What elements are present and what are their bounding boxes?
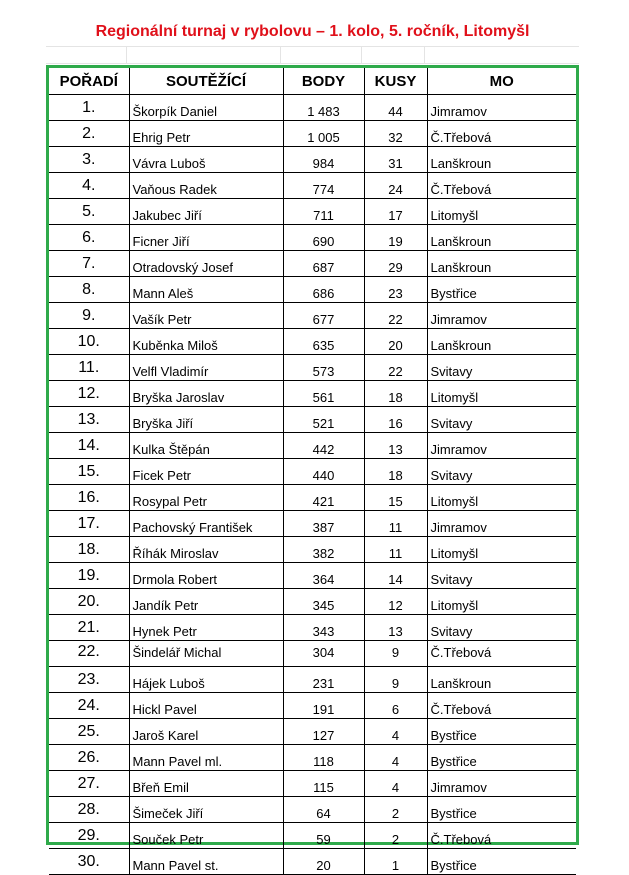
table-row [49, 797, 576, 823]
cell-name[interactable]: Jakubec Jiří [129, 199, 283, 225]
cell-mo[interactable]: Svitavy [427, 615, 576, 641]
cell-rank[interactable]: 25. [49, 719, 129, 745]
table-row [49, 329, 576, 355]
cell-mo[interactable]: Bystřice [427, 745, 576, 771]
cell-name[interactable]: Šimeček Jiří [129, 797, 283, 823]
cell-rank[interactable]: 18. [49, 537, 129, 563]
cell-pieces[interactable]: 31 [364, 147, 427, 173]
grid-line [361, 46, 362, 63]
cell-pieces[interactable]: 15 [364, 485, 427, 511]
cell-pieces[interactable]: 2 [364, 823, 427, 849]
cell-name[interactable]: Vávra Luboš [129, 147, 283, 173]
cell-mo[interactable]: Svitavy [427, 355, 576, 381]
cell-rank[interactable]: 22. [49, 641, 129, 667]
cell-rank[interactable]: 7. [49, 251, 129, 277]
cell-pieces[interactable]: 6 [364, 693, 427, 719]
table-row [49, 693, 576, 719]
cell-mo[interactable]: Svitavy [427, 563, 576, 589]
cell-rank[interactable]: 26. [49, 745, 129, 771]
cell-pieces[interactable]: 20 [364, 329, 427, 355]
cell-name[interactable]: Bryška Jiří [129, 407, 283, 433]
cell-rank[interactable]: 10. [49, 329, 129, 355]
cell-pieces[interactable]: 13 [364, 433, 427, 459]
cell-mo[interactable]: Litomyšl [427, 589, 576, 615]
cell-name[interactable]: Rosypal Petr [129, 485, 283, 511]
cell-pieces[interactable]: 18 [364, 381, 427, 407]
cell-points[interactable]: 984 [283, 147, 364, 173]
cell-points[interactable]: 364 [283, 563, 364, 589]
cell-pieces[interactable]: 32 [364, 121, 427, 147]
cell-mo[interactable]: Jimramov [427, 303, 576, 329]
cell-pieces[interactable]: 9 [364, 641, 427, 667]
cell-points[interactable]: 387 [283, 511, 364, 537]
cell-pieces[interactable]: 22 [364, 355, 427, 381]
cell-mo[interactable]: Č.Třebová [427, 641, 576, 667]
cell-points[interactable]: 304 [283, 641, 364, 667]
cell-points[interactable]: 1 483 [283, 95, 364, 121]
table-row [49, 537, 576, 563]
cell-pieces[interactable]: 2 [364, 797, 427, 823]
table-row [49, 589, 576, 615]
table-row [49, 147, 576, 173]
cell-name[interactable]: Mann Pavel st. [129, 849, 283, 875]
cell-mo[interactable]: Jimramov [427, 511, 576, 537]
table-row [49, 407, 576, 433]
cell-mo[interactable]: Lanškroun [427, 329, 576, 355]
cell-pieces[interactable]: 19 [364, 225, 427, 251]
grid-line [126, 46, 127, 63]
cell-points[interactable]: 59 [283, 823, 364, 849]
cell-pieces[interactable]: 11 [364, 537, 427, 563]
header-pieces[interactable]: KUSY [364, 68, 427, 95]
cell-mo[interactable]: Lanškroun [427, 225, 576, 251]
table-row [49, 251, 576, 277]
cell-name[interactable]: Vašík Petr [129, 303, 283, 329]
table-row [49, 225, 576, 251]
cell-pieces[interactable]: 13 [364, 615, 427, 641]
cell-name[interactable]: Hynek Petr [129, 615, 283, 641]
cell-rank[interactable]: 12. [49, 381, 129, 407]
cell-name[interactable]: Velfl Vladimír [129, 355, 283, 381]
cell-points[interactable]: 774 [283, 173, 364, 199]
cell-mo[interactable]: Jimramov [427, 771, 576, 797]
results-table-frame [46, 65, 579, 873]
table-row [49, 433, 576, 459]
cell-mo[interactable]: Č.Třebová [427, 121, 576, 147]
cell-mo[interactable]: Litomyšl [427, 381, 576, 407]
cell-mo[interactable]: Jimramov [427, 433, 576, 459]
cell-pieces[interactable]: 24 [364, 173, 427, 199]
cell-mo[interactable]: Lanškroun [427, 667, 576, 693]
cell-pieces[interactable]: 14 [364, 563, 427, 589]
cell-rank[interactable]: 24. [49, 693, 129, 719]
table-row [49, 355, 576, 381]
cell-rank[interactable]: 27. [49, 771, 129, 797]
cell-points[interactable]: 711 [283, 199, 364, 225]
cell-pieces[interactable]: 44 [364, 95, 427, 121]
cell-points[interactable]: 635 [283, 329, 364, 355]
header-rank[interactable]: POŘADÍ [49, 68, 129, 95]
cell-rank[interactable]: 11. [49, 355, 129, 381]
table-row [49, 485, 576, 511]
cell-pieces[interactable]: 4 [364, 719, 427, 745]
table-row [49, 95, 576, 121]
cell-rank[interactable]: 1. [49, 95, 129, 121]
cell-pieces[interactable]: 18 [364, 459, 427, 485]
cell-name[interactable]: Jandík Petr [129, 589, 283, 615]
cell-points[interactable]: 231 [283, 667, 364, 693]
cell-pieces[interactable]: 4 [364, 745, 427, 771]
cell-mo[interactable]: Jimramov [427, 95, 576, 121]
cell-pieces[interactable]: 29 [364, 251, 427, 277]
cell-rank[interactable]: 14. [49, 433, 129, 459]
cell-name[interactable]: Mann Aleš [129, 277, 283, 303]
table-row [49, 199, 576, 225]
cell-points[interactable]: 20 [283, 849, 364, 875]
cell-mo[interactable]: Litomyšl [427, 537, 576, 563]
cell-name[interactable]: Šindelář Michal [129, 641, 283, 667]
cell-points[interactable]: 561 [283, 381, 364, 407]
cell-name[interactable]: Kuběnka Miloš [129, 329, 283, 355]
cell-name[interactable]: Bryška Jaroslav [129, 381, 283, 407]
cell-rank[interactable]: 30. [49, 849, 129, 875]
cell-pieces[interactable]: 22 [364, 303, 427, 329]
cell-rank[interactable]: 4. [49, 173, 129, 199]
cell-pieces[interactable]: 11 [364, 511, 427, 537]
cell-mo[interactable]: Č.Třebová [427, 173, 576, 199]
cell-points[interactable]: 382 [283, 537, 364, 563]
cell-points[interactable]: 191 [283, 693, 364, 719]
cell-mo[interactable]: Svitavy [427, 459, 576, 485]
cell-rank[interactable]: 2. [49, 121, 129, 147]
cell-points[interactable]: 686 [283, 277, 364, 303]
cell-name[interactable]: Souček Petr [129, 823, 283, 849]
cell-rank[interactable]: 13. [49, 407, 129, 433]
spreadsheet-sheet [46, 18, 579, 873]
cell-points[interactable]: 115 [283, 771, 364, 797]
cell-pieces[interactable]: 17 [364, 199, 427, 225]
cell-points[interactable]: 440 [283, 459, 364, 485]
cell-rank[interactable]: 23. [49, 667, 129, 693]
cell-points[interactable]: 521 [283, 407, 364, 433]
table-row [49, 511, 576, 537]
cell-mo[interactable]: Bystřice [427, 797, 576, 823]
title-row[interactable] [46, 18, 579, 47]
table-row [49, 615, 576, 641]
cell-name[interactable]: Říhák Miroslav [129, 537, 283, 563]
cell-rank[interactable]: 17. [49, 511, 129, 537]
header-name[interactable]: SOUTĚŽÍCÍ [129, 68, 283, 95]
cell-pieces[interactable]: 12 [364, 589, 427, 615]
cell-pieces[interactable]: 1 [364, 849, 427, 875]
cell-mo[interactable]: Litomyšl [427, 485, 576, 511]
results-table [49, 68, 576, 875]
cell-points[interactable]: 1 005 [283, 121, 364, 147]
header-mo[interactable]: MO [427, 68, 576, 95]
cell-rank[interactable]: 15. [49, 459, 129, 485]
cell-name[interactable]: Vaňous Radek [129, 173, 283, 199]
cell-points[interactable]: 127 [283, 719, 364, 745]
cell-mo[interactable]: Bystřice [427, 719, 576, 745]
cell-rank[interactable]: 16. [49, 485, 129, 511]
table-row [49, 667, 576, 693]
cell-rank[interactable]: 3. [49, 147, 129, 173]
cell-rank[interactable]: 5. [49, 199, 129, 225]
table-row [49, 719, 576, 745]
cell-mo[interactable]: Č.Třebová [427, 823, 576, 849]
table-row [49, 381, 576, 407]
table-row [49, 771, 576, 797]
cell-name[interactable]: Ehrig Petr [129, 121, 283, 147]
table-row [49, 121, 576, 147]
grid-line [280, 46, 281, 63]
grid-line [424, 46, 425, 63]
cell-points[interactable]: 421 [283, 485, 364, 511]
table-row [49, 745, 576, 771]
cell-pieces[interactable]: 16 [364, 407, 427, 433]
cell-points[interactable]: 343 [283, 615, 364, 641]
cell-points[interactable]: 687 [283, 251, 364, 277]
cell-rank[interactable]: 6. [49, 225, 129, 251]
table-row [49, 277, 576, 303]
cell-name[interactable]: Hájek Luboš [129, 667, 283, 693]
table-row [49, 641, 576, 667]
cell-mo[interactable]: Č.Třebová [427, 693, 576, 719]
cell-rank[interactable]: 9. [49, 303, 129, 329]
header-points[interactable]: BODY [283, 68, 364, 95]
cell-points[interactable]: 442 [283, 433, 364, 459]
cell-name[interactable]: Hickl Pavel [129, 693, 283, 719]
cell-name[interactable]: Drmola Robert [129, 563, 283, 589]
table-row [49, 173, 576, 199]
table-row [49, 459, 576, 485]
cell-name[interactable]: Otradovský Josef [129, 251, 283, 277]
page-title: Regionální turnaj v rybolovu – 1. kolo, 5. ročník, Litomyšl [95, 23, 530, 40]
cell-pieces[interactable]: 4 [364, 771, 427, 797]
cell-name[interactable]: Jaroš Karel [129, 719, 283, 745]
cell-mo[interactable]: Bystřice [427, 277, 576, 303]
empty-row[interactable] [46, 46, 579, 64]
cell-mo[interactable]: Lanškroun [427, 251, 576, 277]
cell-pieces[interactable]: 23 [364, 277, 427, 303]
results-body [49, 95, 576, 875]
cell-points[interactable]: 690 [283, 225, 364, 251]
cell-rank[interactable]: 21. [49, 615, 129, 641]
cell-mo[interactable]: Lanškroun [427, 147, 576, 173]
cell-points[interactable]: 64 [283, 797, 364, 823]
cell-mo[interactable]: Bystřice [427, 849, 576, 875]
header-row [49, 68, 576, 95]
cell-points[interactable]: 573 [283, 355, 364, 381]
cell-name[interactable]: Mann Pavel ml. [129, 745, 283, 771]
cell-points[interactable]: 677 [283, 303, 364, 329]
cell-rank[interactable]: 28. [49, 797, 129, 823]
cell-name[interactable]: Škorpík Daniel [129, 95, 283, 121]
cell-name[interactable]: Pachovský František [129, 511, 283, 537]
table-row [49, 303, 576, 329]
cell-name[interactable]: Kulka Štěpán [129, 433, 283, 459]
table-row [49, 563, 576, 589]
cell-mo[interactable]: Litomyšl [427, 199, 576, 225]
cell-pieces[interactable]: 9 [364, 667, 427, 693]
cell-name[interactable]: Ficner Jiří [129, 225, 283, 251]
cell-rank[interactable]: 8. [49, 277, 129, 303]
cell-mo[interactable]: Svitavy [427, 407, 576, 433]
cell-points[interactable]: 118 [283, 745, 364, 771]
table-row [49, 823, 576, 849]
cell-name[interactable]: Ficek Petr [129, 459, 283, 485]
cell-rank[interactable]: 19. [49, 563, 129, 589]
table-row [49, 849, 576, 875]
cell-rank[interactable]: 29. [49, 823, 129, 849]
cell-rank[interactable]: 20. [49, 589, 129, 615]
cell-points[interactable]: 345 [283, 589, 364, 615]
cell-name[interactable]: Břeň Emil [129, 771, 283, 797]
